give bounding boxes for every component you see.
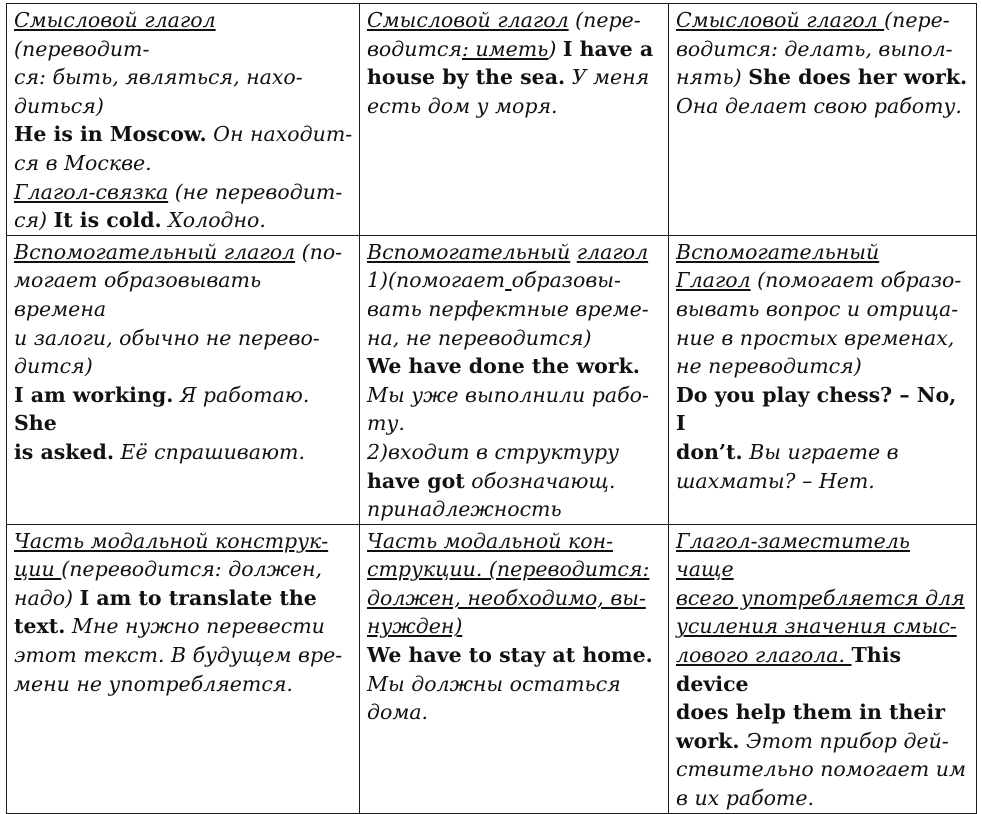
grammar-table: [6, 3, 977, 814]
cell-do-substitute: Глагол-заместитель чаще всего употребляется для усиления значения смыс- лового глагола. This device does help them in their work. Этот прибор дей- ствительно помогает им в их работе.: [669, 524, 977, 813]
cell-do-main-verb: Смысловой глагол (пере- водится: делать, выпол- нять) She does her work. Она делает свою работу.: [669, 4, 977, 236]
table-row-main-verb: [7, 4, 977, 236]
cell-have-main-verb: Смысловой глагол (пере- водится: иметь) I have a house by the sea. У меня есть дом у моря.: [360, 4, 669, 236]
cell-do-auxiliary: Вспомогательный Глагол (помогает образо- вывать вопрос и отрица- ние в простых временах, не переводится) Do you play chess? – No, I don’t. Вы играете в шахматы? – Нет.: [669, 235, 977, 524]
cell-be-modal: Часть модальной конструк- ции (переводится: должен, надо) I am to translate the text. Мне нужно перевести этот текст. В будущем вре- мени не употребляется.: [7, 524, 360, 813]
cell-have-modal: Часть модальной кон- струкции. (переводится: должен, необходимо, вы- нужден) We have to stay at home. Мы должны остаться дома.: [360, 524, 669, 813]
table-row-modal-construction: [7, 524, 977, 813]
cell-be-main-verb: Смысловой глагол (переводит- ся: быть, являться, нахо- диться) He is in Moscow. Он находит- ся в Москве. Глагол-связка (не переводит- ся) It is cold. Холодно.: [7, 4, 360, 236]
table-row-auxiliary-verb: [7, 235, 977, 524]
cell-be-auxiliary: Вспомогательный глагол (по- могает образовывать времена и залоги, обычно не перево- дится) I am working. Я работаю. She is asked. Её спрашивают.: [7, 235, 360, 524]
cell-have-auxiliary: Вспомогательный глагол 1)(помогает образовы- вать перфектные време- на, не переводится) We have done the work. Мы уже выполнили рабо- ту. 2)входит в структуру have got обозначающ. принадлежность: [360, 235, 669, 524]
